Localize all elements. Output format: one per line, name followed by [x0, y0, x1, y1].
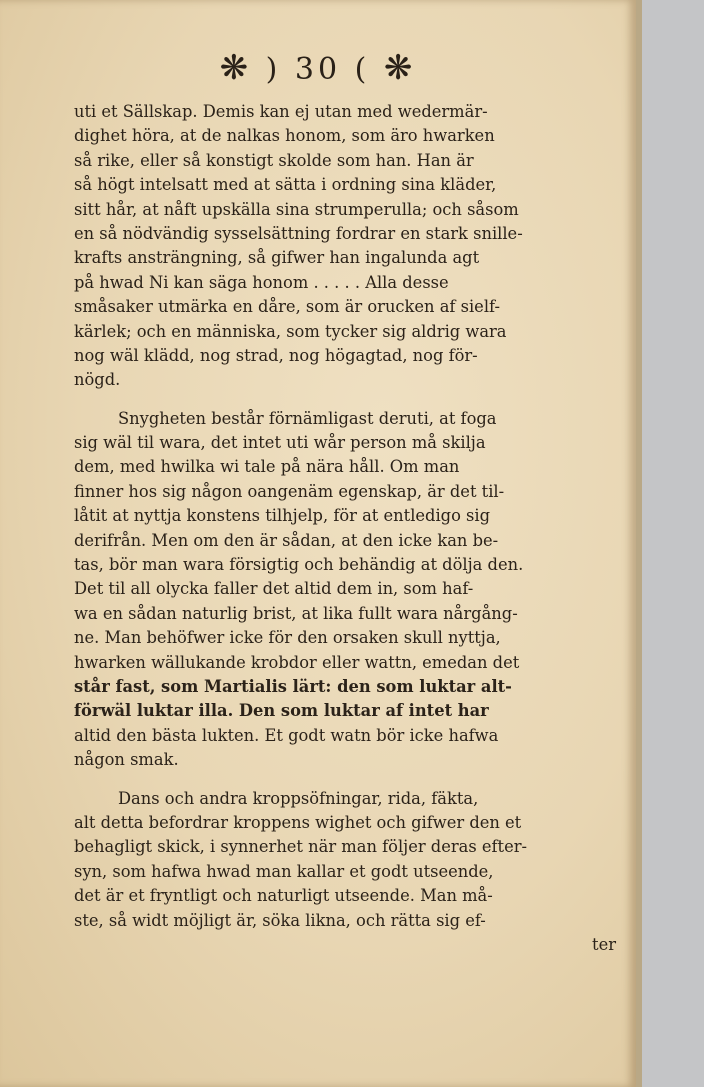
text-line: Det til all olycka faller det altid dem in, som haf-: [74, 579, 474, 599]
text-line: finner hos sig någon oangenäm egenskap, är det til-: [74, 481, 505, 501]
text-line: syn, som hafwa hwad man kallar et godt utseende,: [74, 861, 494, 881]
text-line: altid den bästa lukten. Et godt watn bör icke hafwa: [74, 725, 499, 745]
text-line: ste, så widt möjligt är, söka likna, och rätta sig ef-: [74, 910, 486, 930]
text-line: alt detta befordrar kroppens wighet och gifwer den et: [74, 812, 522, 832]
text-line: wa en sådan naturlig brist, at lika fullt wara nårgång-: [74, 603, 518, 623]
text-line: någon smak.: [74, 750, 179, 770]
text-line: på hwad Ni kan säga honom . . . . . Alla desse: [74, 272, 449, 292]
text-line: nögd.: [74, 370, 121, 390]
text-line: tas, bör man wara försigtig och behändig at dölja den.: [74, 555, 524, 575]
text-line: så rike, eller så konstigt skolde som han. Han är: [74, 150, 474, 170]
text-line: småsaker utmärka en dåre, som är orucken af sielf-: [74, 297, 500, 317]
text-line: det är et fryntligt och naturligt utseende. Man må-: [74, 886, 493, 906]
ornament-left-icon: ❋: [219, 48, 253, 88]
ornament-right-icon: ❋: [383, 48, 417, 88]
text-line: hwarken wällukande krobdor eller wattn, emedan det: [74, 652, 520, 672]
text-line: behagligt skick, i synnerhet när man följer deras efter-: [74, 837, 527, 857]
text-line: så högt intelsatt med at sätta i ordning sina kläder,: [74, 175, 497, 195]
body-text: [74, 100, 634, 957]
text-line: sig wäl til wara, det intet uti wår person må skilja: [74, 433, 486, 453]
text-line: Dans och andra kroppsöfningar, rida, fäkta,: [118, 788, 479, 808]
text-line: Snygheten består förnämligast deruti, at foga: [118, 408, 497, 428]
text-line: står fast, som Martialis lärt: den som luktar alt-: [74, 676, 512, 696]
page-number: ) 30 (: [265, 52, 371, 87]
catchword: ter: [592, 934, 616, 954]
text-line: kärlek; och en människa, som tycker sig aldrig wara: [74, 321, 507, 341]
page-edge: [636, 0, 642, 1087]
text-line: en så nödvändig sysselsättning fordrar en stark snille-: [74, 223, 523, 243]
text-line: låtit at nyttja konstens tilhjelp, för at entledigo sig: [74, 506, 491, 526]
text-line: dem, med hwilka wi tale på nära håll. Om man: [74, 457, 460, 477]
text-line: ne. Man behöfwer icke för den orsaken skull nyttja,: [74, 628, 501, 648]
text-line: dighet höra, at de nalkas honom, som äro hwarken: [74, 126, 495, 146]
text-line: krafts ansträngning, så gifwer han ingalunda agt: [74, 248, 480, 268]
text-line: sitt hår, at nåft upskälla sina strumperulla; och såsom: [74, 199, 519, 219]
text-line: förwäl luktar illa. Den som luktar af intet har: [74, 701, 489, 721]
text-line: uti et Sällskap. Demis kan ej utan med wedermär-: [74, 102, 488, 121]
text-line: derifrån. Men om den är sådan, at den icke kan be-: [74, 530, 499, 550]
text-line: nog wäl klädd, nog strad, nog högagtad, nog för-: [74, 345, 478, 365]
page-header: [0, 48, 636, 88]
